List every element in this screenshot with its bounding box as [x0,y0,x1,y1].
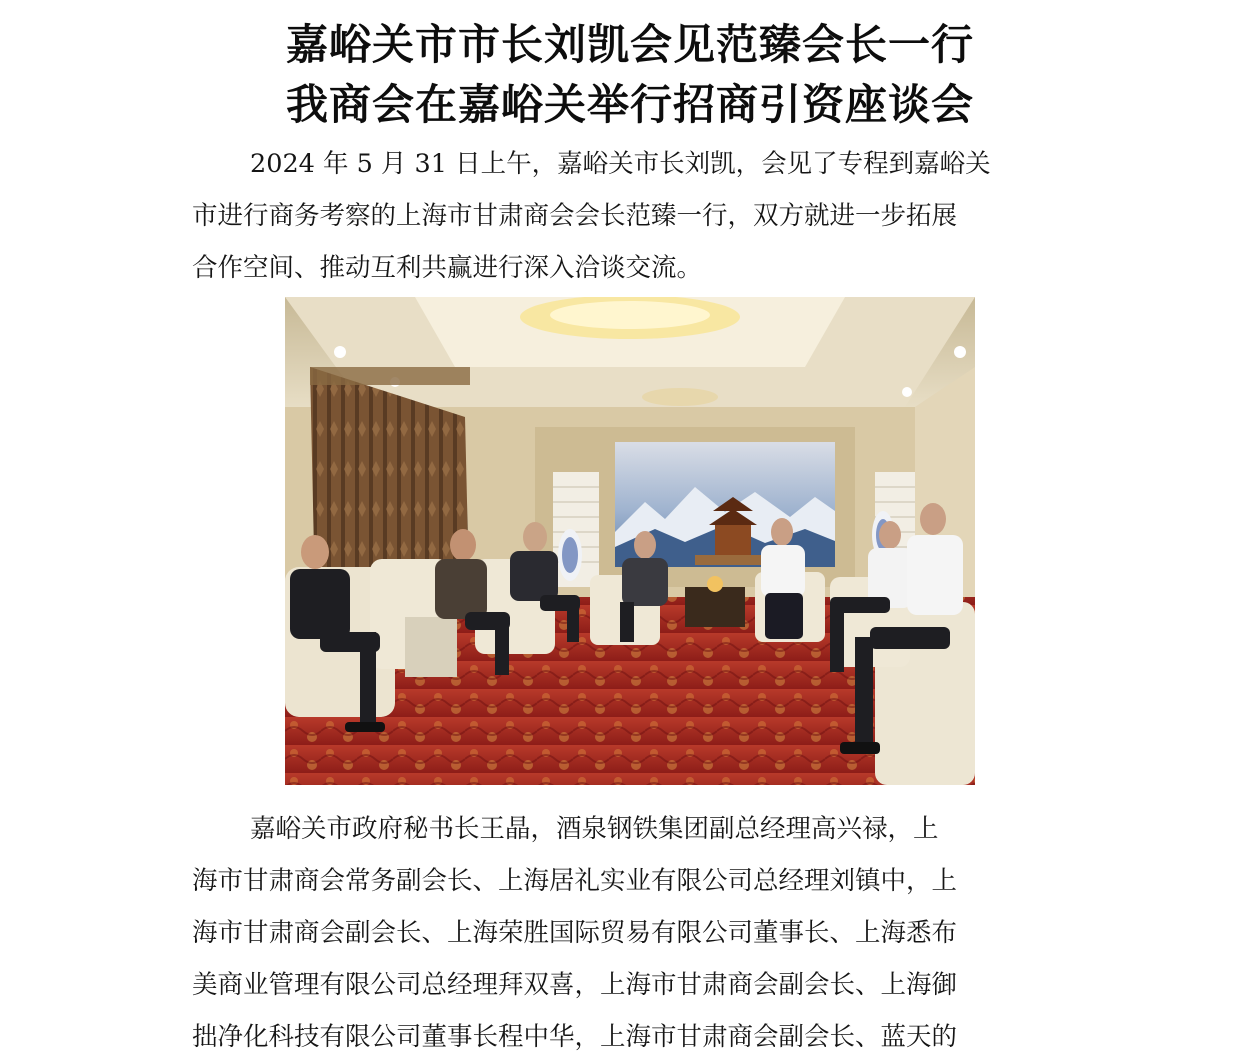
attendees-line-1: 嘉峪关市政府秘书长王晶，酒泉钢铁集团副总经理高兴禄，上 [250,814,939,844]
attendees-line-2: 海市甘肃商会常务副会长、上海居礼实业有限公司总经理刘镇中，上 [192,866,958,896]
headline-line-2: 我商会在嘉峪关举行招商引资座谈会 [285,80,974,129]
attendees-line-3: 海市甘肃商会副会长、上海荣胜国际贸易有限公司董事长、上海悉布 [192,918,958,948]
headline-line-1: 嘉峪关市市长刘凯会见范臻会长一行 [285,20,974,69]
intro-line-2: 市进行商务考察的上海市甘肃商会会长范臻一行，双方就进一步拓展 [192,201,958,231]
attendees-paragraph [192,803,1072,1063]
intro-paragraph [192,138,1072,294]
attendees-line-5: 拙净化科技有限公司董事长程中华，上海市甘肃商会副会长、蓝天的 [192,1022,958,1052]
attendees-line-4: 美商业管理有限公司总经理拜双喜，上海市甘肃商会副会长、上海御 [192,970,958,1000]
meeting-photo [285,297,975,785]
intro-line-3: 合作空间、推动互利共赢进行深入洽谈交流。 [192,253,703,283]
intro-line-1: 2024 年 5 月 31 日上午，嘉峪关市长刘凯，会见了专程到嘉峪关 [250,149,991,179]
